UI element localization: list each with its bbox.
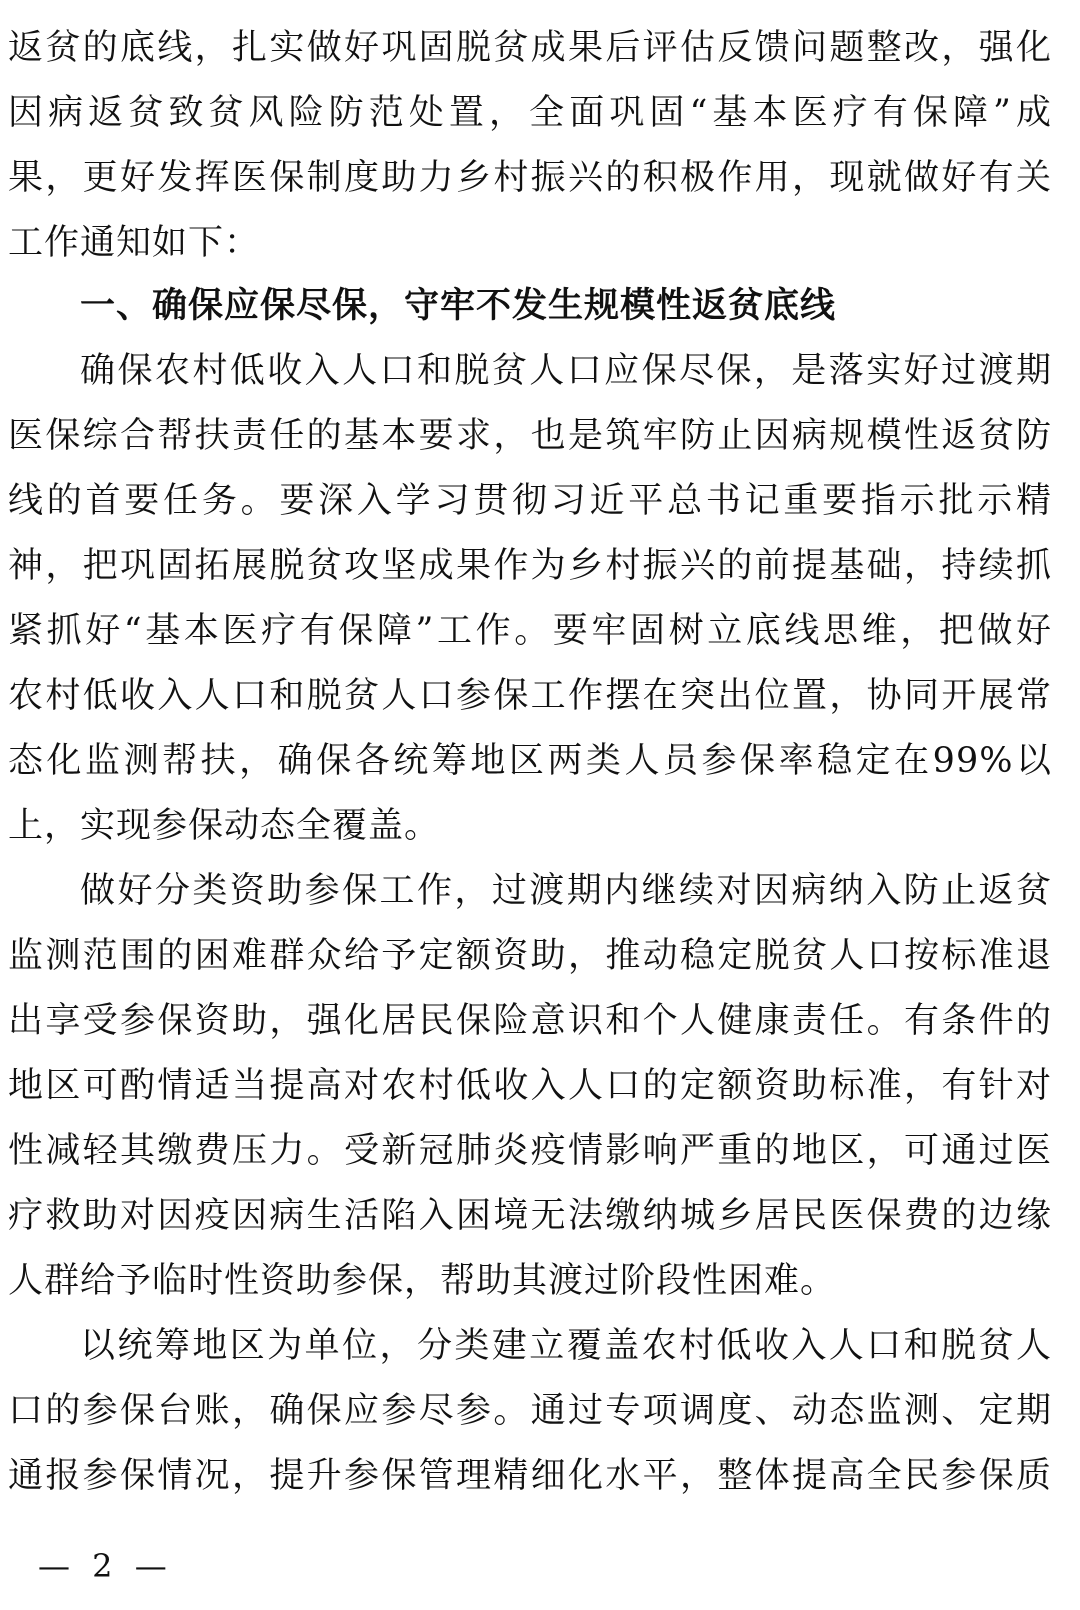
section-heading: 一、确保应保尽保，守牢不发生规模性返贫底线	[80, 286, 837, 326]
body-text-line: 神，把巩固拓展脱贫攻坚成果作为乡村振兴的前提基础，持续抓	[8, 546, 1052, 586]
body-text-line: 地区可酌情适当提高对农村低收入人口的定额资助标准，有针对	[8, 1066, 1052, 1106]
body-text-line: 出享受参保资助，强化居民保险意识和个人健康责任。有条件的	[8, 1001, 1052, 1041]
paragraph-first-line: 确保农村低收入人口和脱贫人口应保尽保，是落实好过渡期	[80, 351, 1052, 391]
body-text-line: 性减轻其缴费压力。受新冠肺炎疫情影响严重的地区，可通过医	[8, 1131, 1052, 1171]
body-text-line: 医保综合帮扶责任的基本要求，也是筑牢防止因病规模性返贫防	[8, 416, 1052, 456]
body-text-line: 紧抓好“基本医疗有保障”工作。要牢固树立底线思维，把做好	[8, 611, 1052, 651]
body-text-line: 工作通知如下：	[8, 223, 261, 263]
body-text-line: 上，实现参保动态全覆盖。	[8, 806, 441, 846]
body-text-line: 因病返贫致贫风险防范处置，全面巩固“基本医疗有保障”成	[8, 93, 1052, 133]
body-text-line: 返贫的底线，扎实做好巩固脱贫成果后评估反馈问题整改，强化	[8, 28, 1052, 68]
body-text-line: 人群给予临时性资助参保，帮助其渡过阶段性困难。	[8, 1261, 837, 1301]
body-text-line: 疗救助对因疫因病生活陷入困境无法缴纳城乡居民医保费的边缘	[8, 1196, 1052, 1236]
page-number: — 2 —	[38, 1547, 173, 1585]
paragraph-first-line: 以统筹地区为单位，分类建立覆盖农村低收入人口和脱贫人	[80, 1326, 1052, 1366]
paragraph-first-line: 做好分类资助参保工作，过渡期内继续对因病纳入防止返贫	[80, 871, 1052, 911]
body-text-line: 农村低收入人口和脱贫人口参保工作摆在突出位置，协同开展常	[8, 676, 1052, 716]
body-text-line: 态化监测帮扶，确保各统筹地区两类人员参保率稳定在99%以	[8, 741, 1052, 781]
body-text-line: 口的参保台账，确保应参尽参。通过专项调度、动态监测、定期	[8, 1391, 1052, 1431]
body-text-line: 线的首要任务。要深入学习贯彻习近平总书记重要指示批示精	[8, 481, 1052, 521]
body-text-line: 果，更好发挥医保制度助力乡村振兴的积极作用，现就做好有关	[8, 158, 1052, 198]
body-text-line: 通报参保情况，提升参保管理精细化水平，整体提高全民参保质	[8, 1456, 1052, 1496]
body-text-line: 监测范围的困难群众给予定额资助，推动稳定脱贫人口按标准退	[8, 936, 1052, 976]
